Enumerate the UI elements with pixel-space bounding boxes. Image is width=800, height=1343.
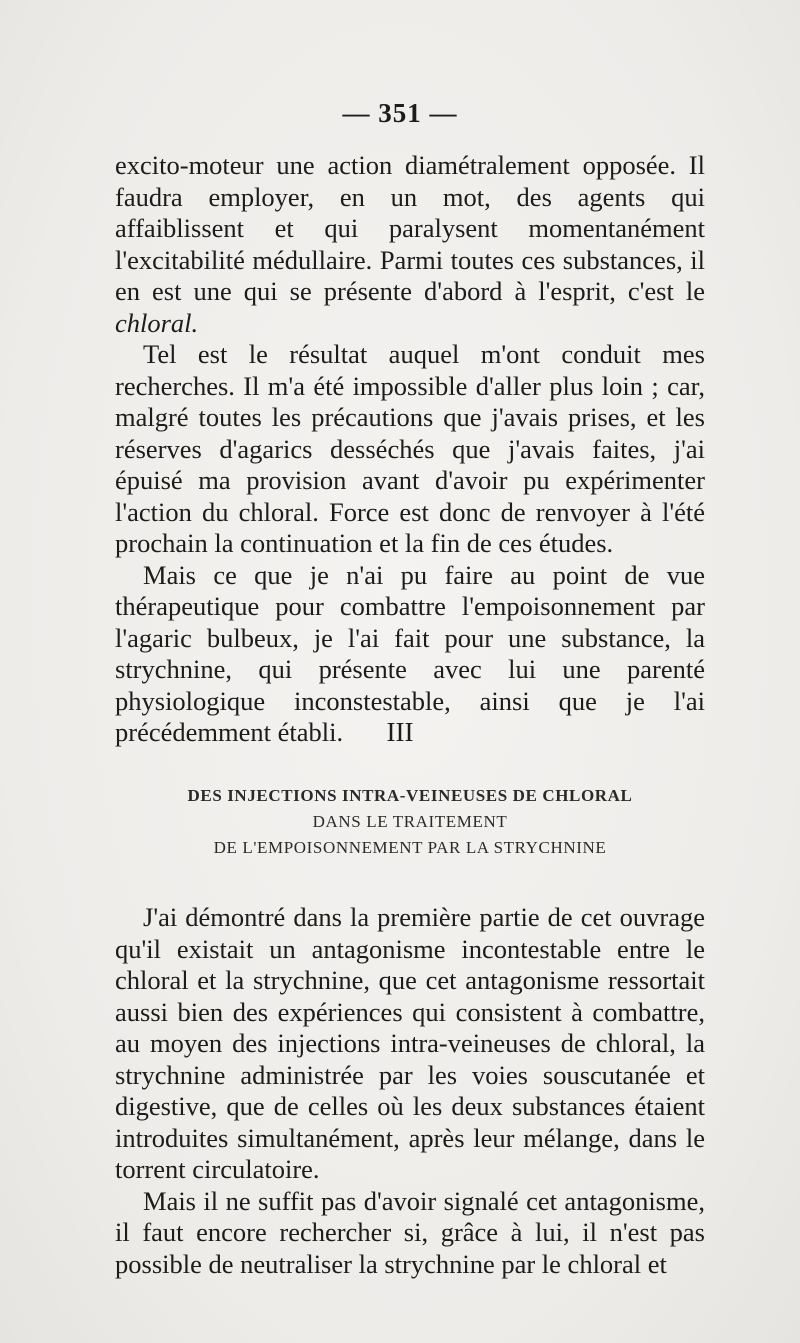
paragraph: Tel est le résultat auquel m'ont conduit mes recherches. Il m'a été impossible d'aller plus loin ; car, malgré toutes les précautions que j'avais prises, et les réserves d'agarics desséchés que j'avais faites, j'ai épuisé ma provision avant d'avoir pu expérimenter l'action du chloral. Force est donc de renvoyer à l'été prochain la continuation et la fin de ces études. (115, 339, 705, 558)
paragraph: Mais ce que je n'ai pu faire au point de vue thérapeutique pour combattre l'empoisonnement par l'agaric bulbeux, je l'ai fait pour une substance, la strychnine, qui présente avec lui une parenté physiologique inconstestable, ainsi que je l'ai précédemment établi. (115, 559, 705, 747)
paragraph: Mais il ne suffit pas d'avoir signalé cet antagonisme, il faut encore rechercher si, grâce à lui, il n'est pas possible de neutraliser la strychnine par le chloral et (115, 1185, 705, 1279)
page-number: — 351 — (342, 98, 458, 128)
section-number: III (386, 717, 414, 747)
italic-term: chloral. (115, 307, 199, 338)
section-title-line-1: DES INJECTIONS INTRA-VEINEUSES DE CHLORAL (187, 786, 633, 805)
section-title-line-3: DE L'EMPOISONNEMENT PAR LA STRYCHNINE (213, 838, 607, 857)
paragraph: J'ai démontré dans la première partie de cet ouvrage qu'il existait un antagonisme incontestable entre le chloral et la strychnine, que cet antagonisme ressortait aussi bien des expériences qui consistent à combattre, au moyen des injections intra-veineuses de chloral, la strychnine administrée par les voies souscutanée et digestive, que de celles où les deux substances étaient introduites simultanément, après leur mélange, dans le torrent circulatoire. (115, 902, 705, 1184)
text-block-lower (115, 902, 705, 1280)
section-title-line-2: DANS LE TRAITEMENT (312, 812, 508, 831)
text-block-upper (115, 150, 705, 749)
paragraph (115, 150, 705, 339)
paragraph-text: excito-moteur une action diamétralement opposée. Il faudra employer, en un mot, des agents qui affaiblissent et qui paralysent momentanément l'excitabilité médullaire. Parmi toutes ces substances, il en est une qui se présente d'abord à l'esprit, c'est le (115, 150, 705, 306)
